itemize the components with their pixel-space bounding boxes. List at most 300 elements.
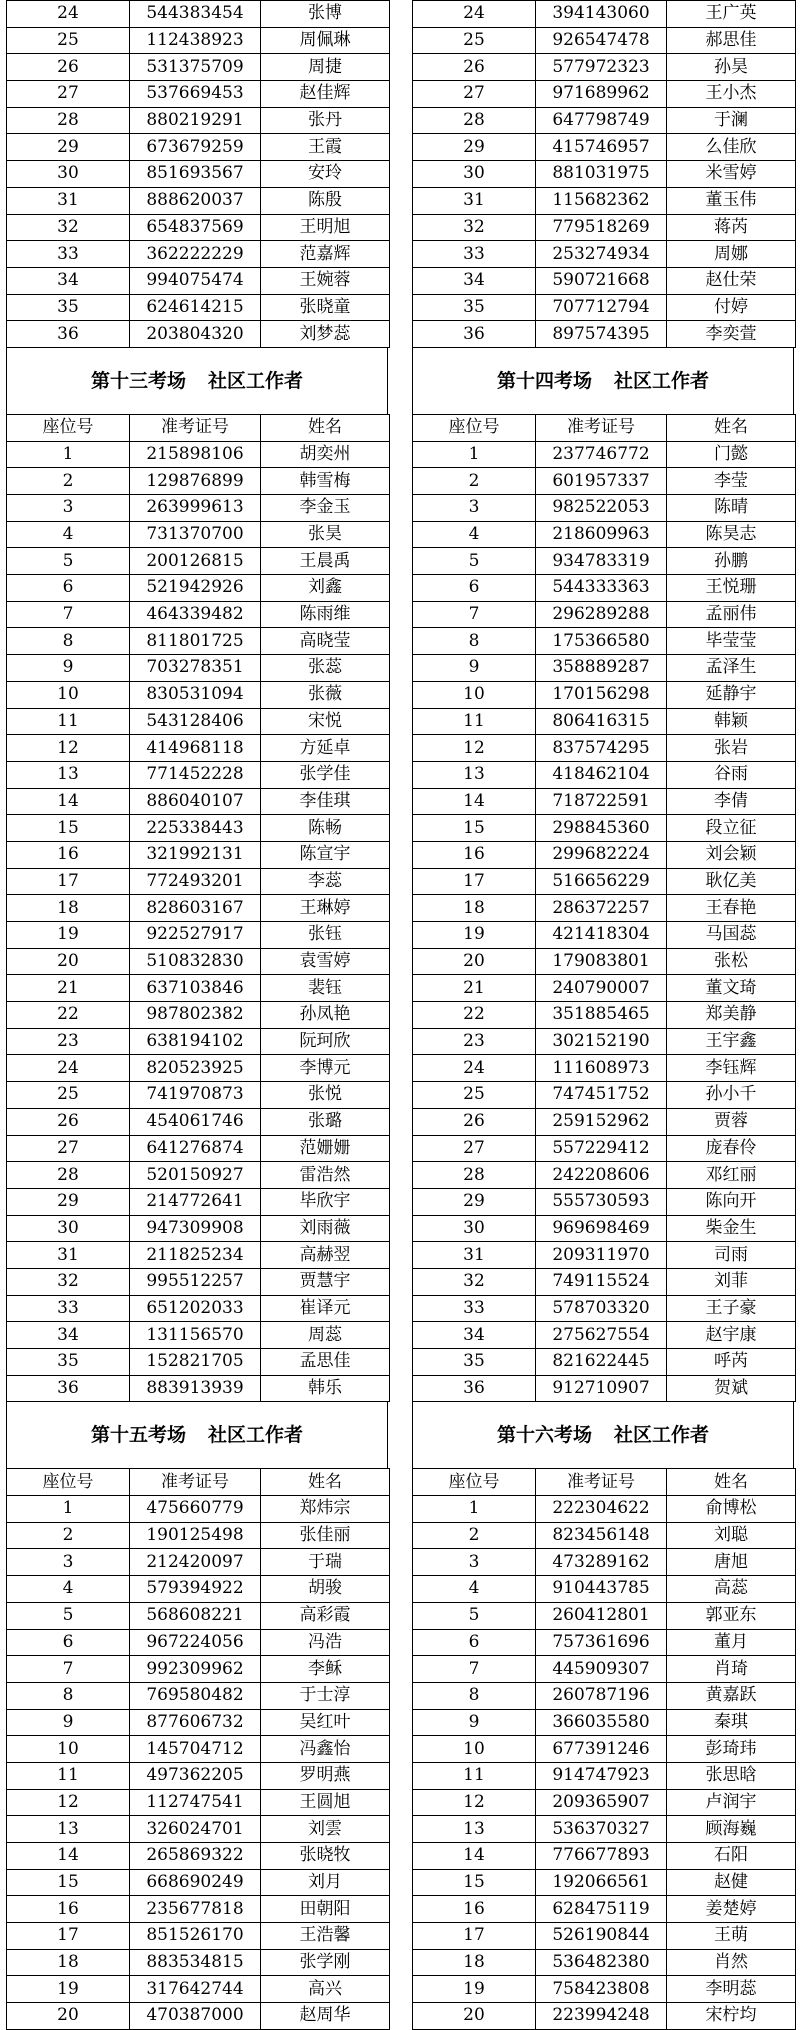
exam-room-label: 第十六考场 [496,1424,592,1447]
candidate-name: 宋柠均 [667,2003,796,2030]
seat-number: 4 [413,521,536,548]
ticket-number: 731370700 [130,521,261,548]
ticket-number: 170156298 [536,681,667,708]
seat-number: 29 [413,134,536,161]
seat-number: 31 [413,187,536,214]
seat-number: 9 [413,1709,536,1736]
candidate-name: 李蕊 [261,868,390,895]
roster-table [412,0,796,348]
table-row [7,1629,390,1656]
seat-number: 10 [413,1736,536,1763]
ticket-number: 531375709 [130,54,261,81]
ticket-number: 601957337 [536,468,667,495]
candidate-name: 李博元 [261,1055,390,1082]
seat-number: 3 [7,1549,130,1576]
candidate-name: 吴红叶 [261,1709,390,1736]
candidate-name: 董玉伟 [667,187,796,214]
ticket-number: 321992131 [130,841,261,868]
candidate-name: 张悦 [261,1082,390,1109]
candidate-name: 彭琦玮 [667,1736,796,1763]
seat-number: 17 [413,868,536,895]
seat-number: 29 [413,1188,536,1215]
ticket-header: 准考证号 [536,414,667,441]
ticket-number: 473289162 [536,1549,667,1576]
seat-number: 2 [413,1522,536,1549]
section-title [6,1402,388,1468]
table-row [7,1188,390,1215]
candidate-name: 张佳丽 [261,1522,390,1549]
ticket-number: 265869322 [130,1843,261,1870]
seat-number: 5 [413,548,536,575]
ticket-number: 771452228 [130,761,261,788]
candidate-name: 秦琪 [667,1709,796,1736]
candidate-name: 赵健 [667,1869,796,1896]
table-row [413,161,796,188]
candidate-name: 范姗姗 [261,1135,390,1162]
seat-number: 34 [413,1322,536,1349]
seat-number: 30 [413,1215,536,1242]
table-row [7,681,390,708]
candidate-name: 高晓莹 [261,628,390,655]
seat-number: 6 [413,1629,536,1656]
seat-number: 10 [7,681,130,708]
ticket-header: 准考证号 [130,1469,261,1496]
seat-number: 3 [413,495,536,522]
table-row [413,1682,796,1709]
candidate-name: 孟思佳 [261,1349,390,1376]
ticket-number: 259152962 [536,1108,667,1135]
candidate-name: 王萌 [667,1923,796,1950]
seat-number: 30 [7,161,130,188]
candidate-name: 宋悦 [261,708,390,735]
table-row [413,1215,796,1242]
candidate-name: 王圆旭 [261,1789,390,1816]
seat-number: 25 [413,27,536,54]
ticket-number: 883913939 [130,1375,261,1402]
seat-number: 34 [7,1322,130,1349]
table-row [7,868,390,895]
seat-number: 34 [413,267,536,294]
table-row [7,1602,390,1629]
candidate-name: 王子豪 [667,1295,796,1322]
exam-room-label: 第十四考场 [496,369,592,392]
seat-number: 26 [413,1108,536,1135]
ticket-number: 131156570 [130,1322,261,1349]
seat-number: 24 [7,1055,130,1082]
table-row [7,2003,390,2030]
candidate-name: 张松 [667,948,796,975]
seat-number: 23 [413,1028,536,1055]
table-row [7,1082,390,1109]
ticket-number: 544383454 [130,1,261,28]
ticket-number: 828603167 [130,895,261,922]
seat-number: 14 [413,788,536,815]
seat-number: 2 [7,468,130,495]
ticket-number: 969698469 [536,1215,667,1242]
candidate-name: 贾蓉 [667,1108,796,1135]
ticket-number: 851526170 [130,1923,261,1950]
candidate-name: 赵佳辉 [261,81,390,108]
candidate-name: 方延卓 [261,735,390,762]
ticket-number: 317642744 [130,1976,261,2003]
ticket-number: 537669453 [130,81,261,108]
table-row [413,81,796,108]
ticket-number: 886040107 [130,788,261,815]
table-row [7,815,390,842]
table-row [7,1682,390,1709]
seat-number: 32 [413,1268,536,1295]
header-row [7,1469,390,1496]
candidate-name: 张学佳 [261,761,390,788]
seat-number: 15 [413,1869,536,1896]
candidate-name: 雷浩然 [261,1162,390,1189]
table-row [7,107,390,134]
candidate-name: 王广英 [667,1,796,28]
seat-number: 35 [413,294,536,321]
table-row [413,761,796,788]
seat-number: 22 [7,1002,130,1029]
roster-table [6,1468,390,2029]
exam-room-section [6,348,388,1402]
table-row [413,575,796,602]
candidate-name: 黄嘉跃 [667,1682,796,1709]
ticket-number: 757361696 [536,1629,667,1656]
table-row [7,761,390,788]
name-header: 姓名 [261,414,390,441]
candidate-name: 李莹 [667,468,796,495]
seat-number: 1 [413,1496,536,1523]
ticket-number: 881031975 [536,161,667,188]
table-row [413,601,796,628]
table-row [413,321,796,348]
seat-number: 4 [7,521,130,548]
candidate-name: 陈向开 [667,1188,796,1215]
table-row [7,1,390,28]
seat-number: 11 [7,1762,130,1789]
category-label: 社区工作者 [614,369,710,392]
ticket-number: 240790007 [536,975,667,1002]
seat-number: 33 [413,1295,536,1322]
candidate-name: 王琳婷 [261,895,390,922]
ticket-number: 111608973 [536,1055,667,1082]
ticket-number: 971689962 [536,81,667,108]
ticket-number: 362222229 [130,241,261,268]
header-row [7,414,390,441]
seat-number: 34 [7,267,130,294]
candidate-name: 王宇鑫 [667,1028,796,1055]
table-row [413,1135,796,1162]
exam-room-label: 第十三考场 [90,369,186,392]
seat-number: 36 [413,1375,536,1402]
candidate-name: 郑炜宗 [261,1496,390,1523]
table-row [413,1496,796,1523]
seat-number: 11 [7,708,130,735]
candidate-name: 于瑞 [261,1549,390,1576]
seat-number: 31 [7,187,130,214]
table-row [413,495,796,522]
table-row [413,54,796,81]
table-row [413,134,796,161]
table-row [7,161,390,188]
table-row [413,975,796,1002]
ticket-number: 557229412 [536,1135,667,1162]
seat-header: 座位号 [7,414,130,441]
table-row [413,1188,796,1215]
candidate-name: 王晨禹 [261,548,390,575]
ticket-number: 578703320 [536,1295,667,1322]
ticket-number: 934783319 [536,548,667,575]
seat-number: 32 [413,214,536,241]
ticket-number: 922527917 [130,922,261,949]
candidate-name: 张岩 [667,735,796,762]
table-row [413,815,796,842]
seat-number: 28 [413,107,536,134]
candidate-name: 胡骏 [261,1576,390,1603]
table-row [413,1322,796,1349]
candidate-name: 李倩 [667,788,796,815]
table-row [7,948,390,975]
table-row [7,841,390,868]
candidate-name: 呼芮 [667,1349,796,1376]
candidate-name: 耿亿美 [667,868,796,895]
ticket-number: 914747923 [536,1762,667,1789]
candidate-name: 王明旭 [261,214,390,241]
candidate-name: 张晓童 [261,294,390,321]
ticket-number: 543128406 [130,708,261,735]
ticket-number: 112438923 [130,27,261,54]
candidate-name: 韩乐 [261,1375,390,1402]
seat-number: 22 [413,1002,536,1029]
ticket-number: 209365907 [536,1789,667,1816]
seat-number: 24 [413,1,536,28]
seat-number: 21 [413,975,536,1002]
seat-header: 座位号 [7,1469,130,1496]
ticket-number: 877606732 [130,1709,261,1736]
seat-number: 25 [7,27,130,54]
candidate-name: 张晓牧 [261,1843,390,1870]
candidate-name: 高彩霞 [261,1602,390,1629]
ticket-number: 366035580 [536,1709,667,1736]
table-row [413,1055,796,1082]
ticket-number: 624614215 [130,294,261,321]
ticket-number: 992309962 [130,1656,261,1683]
candidate-name: 冯浩 [261,1629,390,1656]
seat-number: 19 [413,922,536,949]
seat-number: 21 [7,975,130,1002]
seat-number: 1 [7,1496,130,1523]
seat-number: 27 [7,1135,130,1162]
table-row [7,321,390,348]
ticket-number: 394143060 [536,1,667,28]
ticket-number: 758423808 [536,1976,667,2003]
candidate-name: 李稣 [261,1656,390,1683]
seat-number: 13 [413,1816,536,1843]
candidate-name: 张薇 [261,681,390,708]
candidate-name: 么佳欣 [667,134,796,161]
table-row [413,1375,796,1402]
candidate-name: 胡奕州 [261,441,390,468]
candidate-name: 李金玉 [261,495,390,522]
ticket-number: 296289288 [536,601,667,628]
table-row [7,708,390,735]
table-row [413,468,796,495]
candidate-name: 邓红丽 [667,1162,796,1189]
candidate-name: 张丹 [261,107,390,134]
candidate-name: 董月 [667,1629,796,1656]
table-row [7,1976,390,2003]
table-row [413,788,796,815]
table-row [413,1522,796,1549]
seat-number: 20 [413,948,536,975]
seat-number: 14 [7,1843,130,1870]
candidate-name: 贾慧宇 [261,1268,390,1295]
table-row [7,134,390,161]
table-row [413,107,796,134]
table-row [413,922,796,949]
seat-number: 36 [413,321,536,348]
ticket-number: 214772641 [130,1188,261,1215]
table-row [7,575,390,602]
candidate-name: 田朝阳 [261,1896,390,1923]
seat-number: 30 [413,161,536,188]
seat-number: 4 [413,1576,536,1603]
ticket-number: 286372257 [536,895,667,922]
ticket-number: 225338443 [130,815,261,842]
candidate-name: 王小杰 [667,81,796,108]
table-row [413,187,796,214]
ticket-number: 677391246 [536,1736,667,1763]
seat-number: 8 [413,628,536,655]
ticket-number: 579394922 [130,1576,261,1603]
seat-number: 11 [413,708,536,735]
candidate-name: 周佩琳 [261,27,390,54]
seat-number: 16 [7,1896,130,1923]
ticket-number: 414968118 [130,735,261,762]
candidate-name: 李佳琪 [261,788,390,815]
ticket-number: 837574295 [536,735,667,762]
candidate-name: 刘月 [261,1869,390,1896]
seat-number: 10 [413,681,536,708]
candidate-name: 陈殷 [261,187,390,214]
candidate-name: 罗明燕 [261,1762,390,1789]
table-row [413,1002,796,1029]
ticket-number: 223994248 [536,2003,667,2030]
seat-number: 36 [7,321,130,348]
ticket-number: 454061746 [130,1108,261,1135]
candidate-name: 韩雪梅 [261,468,390,495]
candidate-name: 赵仕荣 [667,267,796,294]
table-row [7,1028,390,1055]
ticket-number: 568608221 [130,1602,261,1629]
ticket-number: 637103846 [130,975,261,1002]
candidate-name: 高蕊 [667,1576,796,1603]
seat-number: 8 [7,628,130,655]
seat-number: 20 [413,2003,536,2030]
exam-room-section [412,348,794,1402]
candidate-name: 陈雨维 [261,601,390,628]
candidate-name: 郭亚东 [667,1602,796,1629]
candidate-name: 张钰 [261,922,390,949]
ticket-number: 263999613 [130,495,261,522]
table-row [413,548,796,575]
candidate-name: 张蕊 [261,655,390,682]
candidate-name: 王浩馨 [261,1923,390,1950]
candidate-name: 范嘉辉 [261,241,390,268]
ticket-number: 851693567 [130,161,261,188]
header-row [413,414,796,441]
table-row [413,1762,796,1789]
table-row [7,1816,390,1843]
table-row [7,1656,390,1683]
ticket-number: 668690249 [130,1869,261,1896]
candidate-name: 孙昊 [667,54,796,81]
table-row [7,628,390,655]
candidate-name: 陈昊志 [667,521,796,548]
table-row [413,267,796,294]
candidate-name: 段立征 [667,815,796,842]
candidate-name: 顾海巍 [667,1816,796,1843]
seat-number: 6 [413,575,536,602]
ticket-number: 987802382 [130,1002,261,1029]
ticket-number: 526190844 [536,1923,667,1950]
table-row [7,975,390,1002]
roster-table [412,414,796,1402]
candidate-name: 庞春伶 [667,1135,796,1162]
table-row [413,1242,796,1269]
seat-number: 20 [7,948,130,975]
seat-number: 5 [7,548,130,575]
ticket-number: 152821705 [130,1349,261,1376]
candidate-name: 周捷 [261,54,390,81]
seat-number: 10 [7,1736,130,1763]
seat-number: 30 [7,1215,130,1242]
exam-room-section [6,1402,388,2029]
seat-number: 24 [413,1055,536,1082]
seat-number: 15 [413,815,536,842]
seat-number: 27 [413,1135,536,1162]
seat-number: 35 [7,294,130,321]
ticket-number: 880219291 [130,107,261,134]
candidate-name: 肖然 [667,1949,796,1976]
seat-number: 28 [413,1162,536,1189]
ticket-number: 351885465 [536,1002,667,1029]
table-row [413,1629,796,1656]
table-row [7,54,390,81]
candidate-name: 石阳 [667,1843,796,1870]
ticket-number: 260412801 [536,1602,667,1629]
candidate-name: 卢润宇 [667,1789,796,1816]
ticket-number: 811801725 [130,628,261,655]
candidate-name: 王婉蓉 [261,267,390,294]
seat-number: 15 [7,1869,130,1896]
candidate-name: 王悦珊 [667,575,796,602]
candidate-name: 蒋芮 [667,214,796,241]
ticket-number: 590721668 [536,267,667,294]
seat-number: 28 [7,107,130,134]
category-label: 社区工作者 [208,369,304,392]
ticket-number: 237746772 [536,441,667,468]
candidate-name: 李钰辉 [667,1055,796,1082]
candidate-name: 柴金生 [667,1215,796,1242]
table-row [7,655,390,682]
table-row [413,1602,796,1629]
ticket-header: 准考证号 [130,414,261,441]
seat-number: 12 [413,1789,536,1816]
name-header: 姓名 [261,1469,390,1496]
table-row [7,1349,390,1376]
table-row [413,948,796,975]
seat-number: 5 [413,1602,536,1629]
